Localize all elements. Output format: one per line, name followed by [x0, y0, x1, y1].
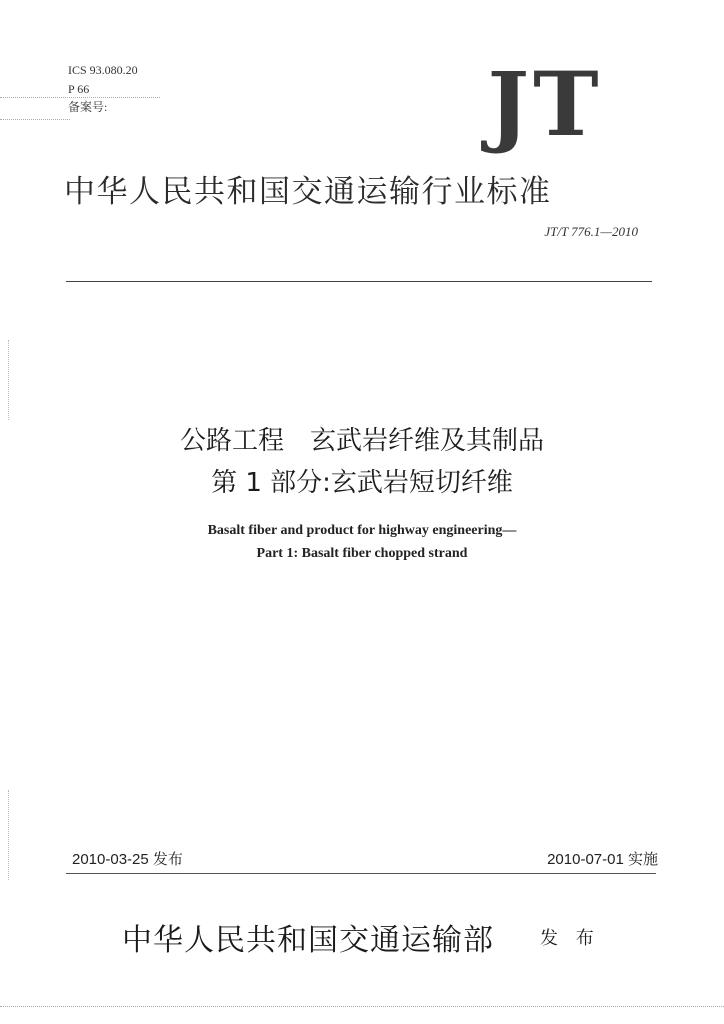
- record-number-label: 备案号:: [68, 100, 108, 114]
- title-en-line2: Part 1: Basalt fiber chopped strand: [256, 546, 468, 561]
- classification-code: P 66: [68, 82, 90, 96]
- title-zh-line2: 第 1 部分:玄武岩短切纤维: [211, 468, 513, 498]
- scan-dots-top-left: [0, 97, 160, 98]
- industry-standard-title: 中华人民共和国交通运输行业标准: [64, 174, 552, 210]
- scan-dots-top-left-2: [0, 119, 70, 120]
- issuing-authority: 中华人民共和国交通运输部: [122, 923, 494, 958]
- footer-divider: [66, 873, 656, 874]
- issue-date: 2010-03-25 发布: [72, 851, 183, 868]
- title-zh-line1: 公路工程 玄武岩纤维及其制品: [179, 426, 544, 456]
- scan-dots-left-edge-2: [8, 790, 9, 880]
- jt-logo: JT: [487, 52, 603, 156]
- title-en-line1: Basalt fiber and product for highway engineering—: [207, 523, 517, 538]
- header-divider: [66, 281, 652, 282]
- scan-dots-left-edge: [8, 340, 9, 420]
- scan-dots-bottom: [0, 1006, 724, 1007]
- implementation-date: 2010-07-01 实施: [547, 851, 658, 868]
- ics-code: ICS 93.080.20: [68, 63, 138, 77]
- standard-number: JT/T 776.1—2010: [544, 224, 638, 239]
- issue-label: 发 布: [540, 928, 600, 949]
